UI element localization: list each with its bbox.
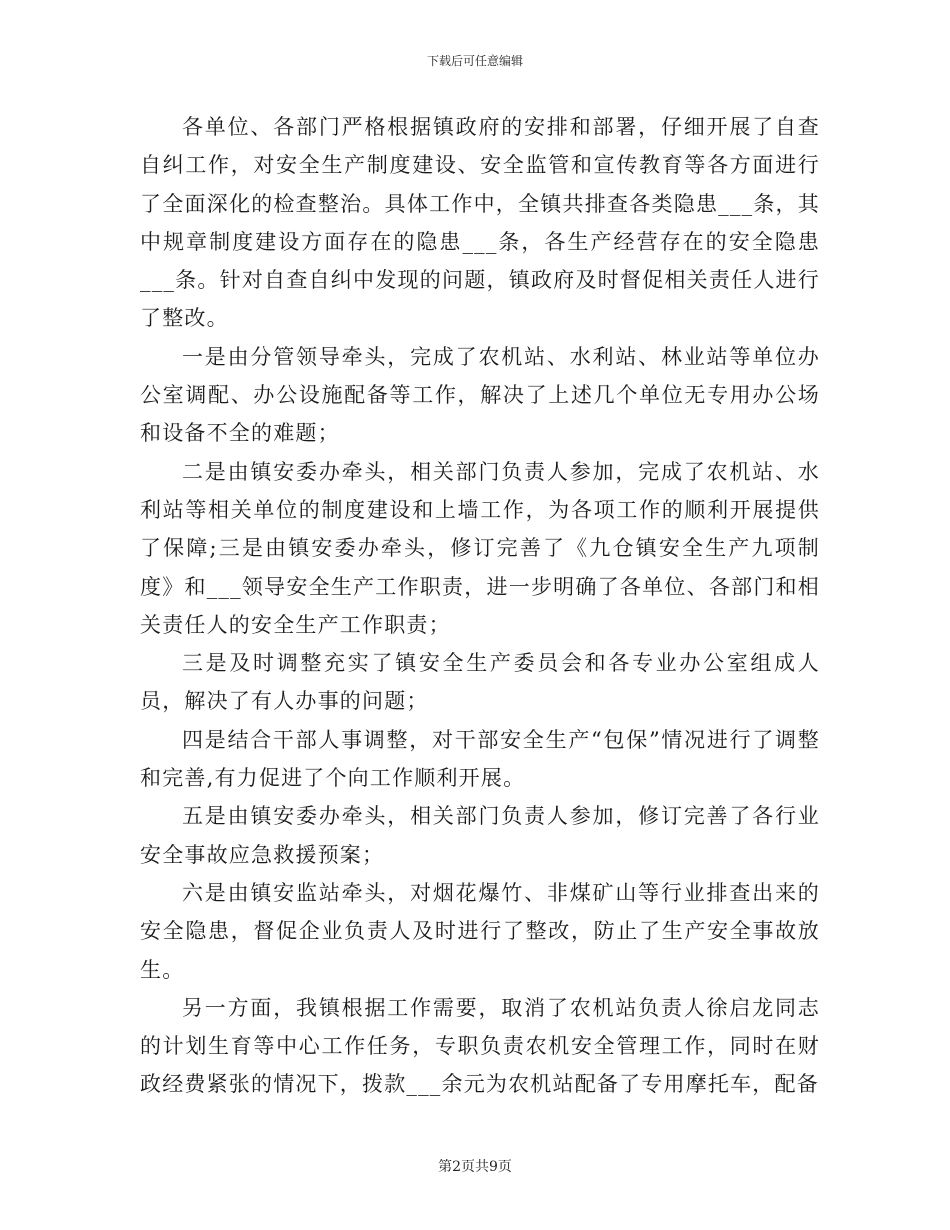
paragraph-item-three: 三是及时调整充实了镇安全生产委员会和各专业办公室组成人员，解决了有人办事的问题； — [140, 651, 820, 714]
paragraph-item-two: 二是由镇安委办牵头，相关部门负责人参加，完成了农机站、水利站等相关单位的制度建设和上墙工作，为各项工作的顺利开展提供了保障;三是由镇安委办牵头，修订完善了《九仓镇安全生产九项制度》和___领导安全生产工作职责，进一步明确了各单位、各部门和相关责任人的安全生产工作职责； — [140, 459, 820, 637]
page-number: 第2页共9页 — [438, 1159, 512, 1175]
paragraph-item-four: 四是结合干部人事调整，对干部安全生产“包保”情况进行了调整和完善,有力促进了个向工作顺利开展。 — [140, 727, 820, 791]
paragraph-item-five: 五是由镇安委办牵头，相关部门负责人参加，修订完善了各行业安全事故应急救援预案； — [140, 804, 820, 867]
page-header-note: 下载后可任意编辑 — [426, 54, 523, 68]
paragraph-other-aspect: 另一方面，我镇根据工作需要，取消了农机站负责人徐启龙同志的计划生育等中心工作任务，专职负责农机安全管理工作，同时在财政经费紧张的情况下，拨款___余元为农机站配备了专用摩托车，配备 — [140, 995, 820, 1097]
paragraph-item-one: 一是由分管领导牵头，完成了农机站、水利站、林业站等单位办公室调配、办公设施配备等工作，解决了上述几个单位无专用办公场和设备不全的难题； — [140, 344, 820, 446]
paragraph-self-inspection: 各单位、各部门严格根据镇政府的安排和部署，仔细开展了自查自纠工作，对安全生产制度建设、安全监管和宣传教育等各方面进行了全面深化的检查整治。具体工作中，全镇共排查各类隐患___条，其中规章制度建设方面存在的隐患___条，各生产经营存在的安全隐患___条。针对自查自纠中发现的问题，镇政府及时督促相关责任人进行了整改。 — [140, 115, 820, 331]
document-body — [140, 108, 820, 1104]
paragraph-item-six: 六是由镇安监站牵头，对烟花爆竹、非煤矿山等行业排查出来的安全隐患，督促企业负责人及时进行了整改，防止了生产安全事故放生。 — [140, 880, 820, 982]
